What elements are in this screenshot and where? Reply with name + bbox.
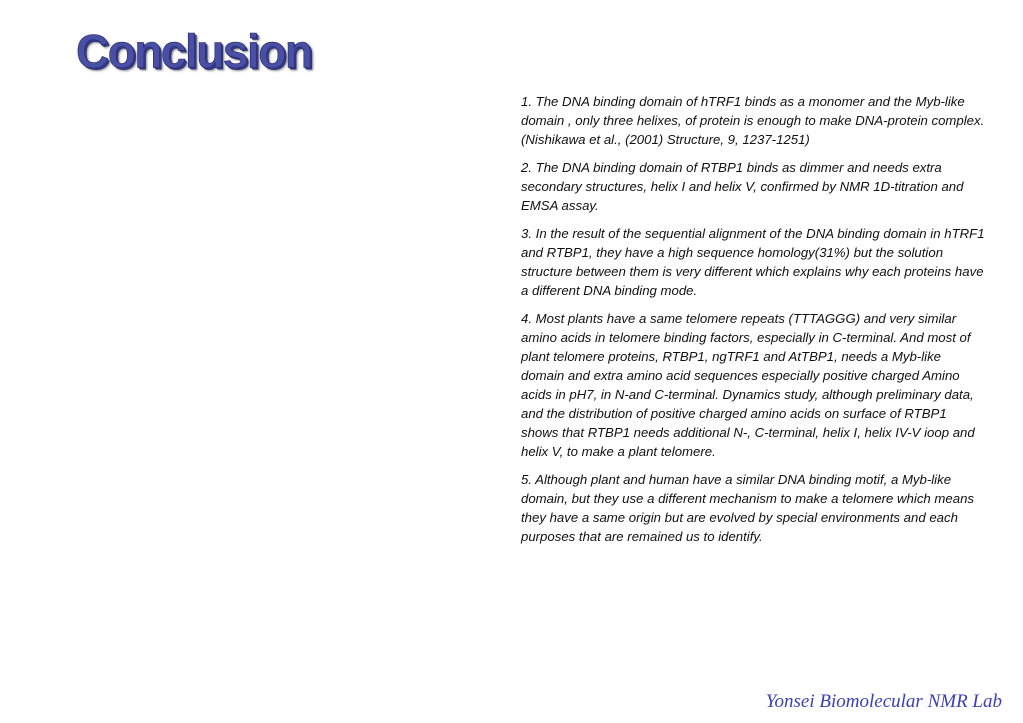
lab-footer: Yonsei Biomolecular NMR Lab: [765, 691, 1002, 712]
conclusion-point-4: 4. Most plants have a same telomere repeats (TTTAGGG) and very similar amino acids in telomere binding factors, especially in C-terminal. And most of plant telomere proteins, RTBP1, ngTRF1 and AtTBP1, needs a Myb-like domain and extra amino acid sequences especially positive charged Amino acids in pH7, in N-and C-terminal. Dynamics study, although preliminary data, and the distribution of positive charged amino acids on surface of RTBP1 shows that RTBP1 needs additional N-, C-terminal, helix I, helix IV-V ioop and helix V, to make a plant telomere.: [521, 311, 975, 459]
slide-title: Conclusion: [76, 24, 312, 78]
conclusion-point-2: 2. The DNA binding domain of RTBP1 binds as dimmer and needs extra secondary structures, helix I and helix V, confirmed by NMR 1D-titration and EMSA assay.: [521, 160, 964, 213]
conclusion-point-1: 1. The DNA binding domain of hTRF1 binds as a monomer and the Myb-like domain , only three helixes, of protein is enough to make DNA-protein complex. (Nishikawa et al., (2001) Structure, 9, 1237-1251): [521, 94, 985, 147]
conclusion-point-5: 5. Although plant and human have a similar DNA binding motif, a Myb-like domain, but they use a different mechanism to make a telomere which means they have a same origin but are evolved by special environments and each purposes that are remained us to identify.: [521, 472, 974, 544]
conclusion-list: [521, 92, 987, 555]
conclusion-point-3: 3. In the result of the sequential alignment of the DNA binding domain in hTRF1 and RTBP1, they have a high sequence homology(31%) but the solution structure between them is very different which explains why each proteins have a different DNA binding mode.: [521, 226, 985, 298]
